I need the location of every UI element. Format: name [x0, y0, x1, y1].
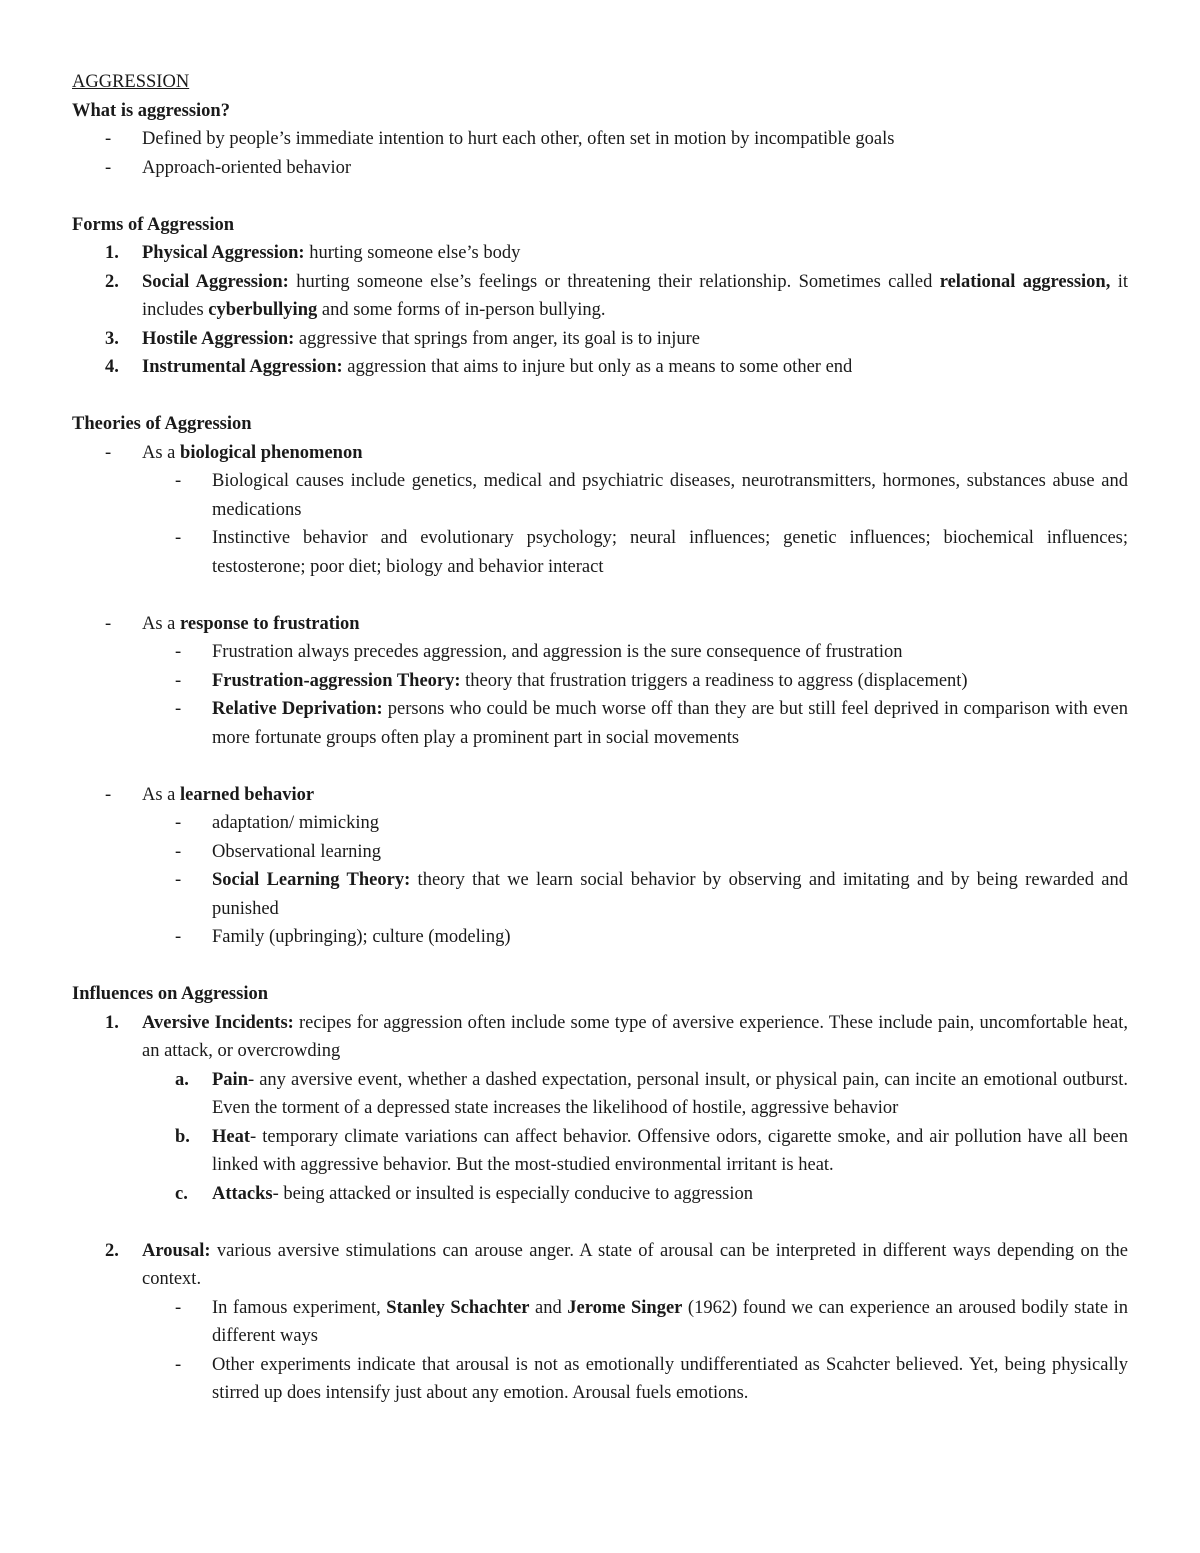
list-item: 1. Physical Aggression: hurting someone else’s body	[105, 243, 521, 263]
section-heading: Theories of Aggression	[72, 414, 252, 434]
document-title: AGGRESSION	[72, 72, 190, 92]
sub-list-item: - adaptation/ mimicking	[175, 813, 379, 833]
sub-list-item: - Observational learning	[175, 841, 382, 862]
list-item: - Approach-oriented behavior	[105, 157, 352, 178]
sub-list-item: - Family (upbringing); culture (modeling)	[175, 927, 511, 947]
section-heading: Influences on Aggression	[72, 984, 268, 1004]
sub-list-item: - Social Learning Theory: theory that we learn social behavior by observing and imitating and by being rewarded and punished	[175, 870, 1129, 919]
sub-list-item: b. Heat- temporary climate variations can affect behavior. Offensive odors, cigarette smoke, and air pollution have all been linked with aggressive behavior. But the most-studied environmental irritant is heat.	[175, 1126, 1128, 1175]
list-item: - Defined by people’s immediate intention to hurt each other, often set in motion by incompatible goals	[105, 129, 895, 149]
sub-list-item: - Relative Deprivation: persons who could be much worse off than they are but still feel deprived in comparison with even more fortunate groups often play a prominent part in social movements	[175, 699, 1129, 748]
sub-list-item: - Instinctive behavior and evolutionary psychology; neural influences; genetic influences; biochemical influences; testosterone; poor diet; biology and behavior interact	[175, 528, 1128, 577]
list-item: - As a biological phenomenon	[105, 442, 363, 463]
document-page	[72, 68, 1128, 1408]
list-item: - As a learned behavior	[105, 784, 315, 805]
sub-list-item: - Other experiments indicate that arousal is not as emotionally undifferentiated as Scahcter believed. Yet, being physically stirred up does intensify just about any emotion. Arousal fuels emotions.	[175, 1354, 1128, 1403]
sub-list-item: - In famous experiment, Stanley Schachter and Jerome Singer (1962) found we can experience an aroused bodily state in different ways	[175, 1297, 1128, 1346]
sub-list-item: - Frustration always precedes aggression, and aggression is the sure consequence of frustration	[175, 642, 903, 662]
sub-list-item: c. Attacks- being attacked or insulted is especially conducive to aggression	[175, 1183, 753, 1204]
list-item: - As a response to frustration	[105, 613, 360, 634]
sub-list-item: - Biological causes include genetics, medical and psychiatric diseases, neurotransmitters, hormones, substances abuse and medications	[175, 471, 1128, 520]
section-heading: Forms of Aggression	[72, 214, 235, 235]
sub-list-item: a. Pain- any aversive event, whether a dashed expectation, personal insult, or physical pain, can incite an emotional outburst. Even the torment of a depressed state increases the likelihood of hostile, aggressive behavior	[175, 1069, 1128, 1118]
list-item: 3. Hostile Aggression: aggressive that springs from anger, its goal is to injure	[105, 328, 700, 349]
section-heading: What is aggression?	[72, 100, 230, 121]
list-item: 2. Social Aggression: hurting someone else’s feelings or threatening their relationship. Sometimes called relational aggression, it includes cyberbullying and some forms of in-person bullying.	[105, 271, 1128, 320]
list-item: 1. Aversive Incidents: recipes for aggression often include some type of aversive experience. These include pain, uncomfortable heat, an attack, or overcrowding	[105, 1012, 1129, 1061]
list-item: 4. Instrumental Aggression: aggression that aims to injure but only as a means to some other end	[105, 357, 853, 377]
list-item: 2. Arousal: various aversive stimulations can arouse anger. A state of arousal can be interpreted in different ways depending on the context.	[105, 1240, 1128, 1289]
sub-list-item: - Frustration-aggression Theory: theory that frustration triggers a readiness to aggress (displacement)	[175, 670, 968, 691]
